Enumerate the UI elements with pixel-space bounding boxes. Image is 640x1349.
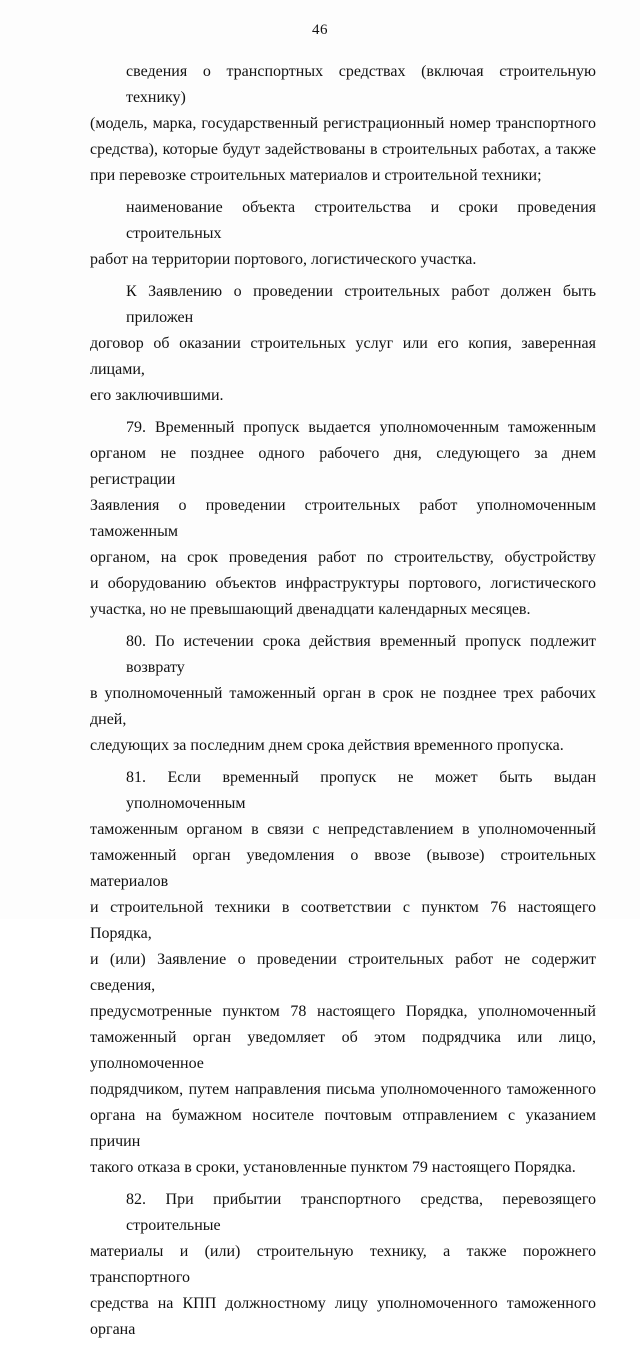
text-line: следующих за последним днем срока действия временного пропуска. — [90, 737, 564, 754]
paragraph — [90, 629, 596, 759]
document-body — [90, 59, 596, 1349]
text-line: Заявления о проведении строительных работ уполномоченным таможенным — [90, 497, 596, 540]
text-line: наименование объекта строительства и сроки проведения строительных — [126, 199, 596, 242]
text-line: предусмотренные пунктом 78 настоящего Порядка, уполномоченный — [90, 1003, 596, 1020]
text-line: и (или) Заявление о проведении строительных работ не содержит сведения, — [90, 951, 596, 994]
text-line: средства), которые будут задействованы в строительных работах, а также — [90, 141, 596, 158]
text-line: сведения о транспортных средствах (включая строительную технику) — [126, 63, 596, 106]
text-line: такого отказа в сроки, установленные пунктом 79 настоящего Порядка. — [90, 1159, 576, 1176]
text-line: договор об оказании строительных услуг или его копия, заверенная лицами, — [90, 335, 596, 378]
text-line: подрядчиком, путем направления письма уполномоченного таможенного — [90, 1081, 596, 1098]
text-line: органом, на срок проведения работ по строительству, обустройству — [90, 549, 596, 566]
text-line: таможенный орган уведомления о ввозе (вывозе) строительных материалов — [90, 847, 596, 890]
text-line: 81. Если временный пропуск не может быть выдан уполномоченным — [126, 769, 596, 812]
text-line: таможенный орган уведомляет об этом подрядчика или лицо, уполномоченное — [90, 1029, 596, 1072]
text-line: в уполномоченный таможенный орган в срок не позднее трех рабочих дней, — [90, 685, 596, 728]
text-line: работ на территории портового, логистического участка. — [90, 251, 477, 268]
paragraph — [90, 765, 596, 1181]
page-number: 46 — [312, 22, 328, 38]
text-line: участка, но не превышающий двенадцати календарных месяцев. — [90, 601, 531, 618]
paragraph — [90, 1187, 596, 1343]
text-line: при перевозке строительных материалов и строительной техники; — [90, 167, 542, 184]
paragraph — [90, 415, 596, 623]
text-line: материалы и (или) строительную технику, а также порожнего транспортного — [90, 1243, 596, 1286]
text-line: органом не позднее одного рабочего дня, следующего за днем регистрации — [90, 445, 596, 488]
text-line: 82. При прибытии транспортного средства, перевозящего строительные — [126, 1191, 596, 1234]
paragraph — [90, 59, 596, 189]
text-line: и оборудованию объектов инфраструктуры портового, логистического — [90, 575, 596, 592]
text-line: (модель, марка, государственный регистрационный номер транспортного — [90, 115, 596, 132]
text-line: органа на бумажном носителе почтовым отправлением с указанием причин — [90, 1107, 596, 1150]
text-line: 80. По истечении срока действия временный пропуск подлежит возврату — [126, 633, 596, 676]
paragraph — [90, 195, 596, 273]
paragraph — [90, 279, 596, 409]
text-line: его заключившими. — [90, 387, 224, 404]
text-line: таможенным органом в связи с непредставлением в уполномоченный — [90, 821, 596, 838]
text-line: средства на КПП должностному лицу уполномоченного таможенного органа — [90, 1295, 596, 1338]
text-line: 79. Временный пропуск выдается уполномоченным таможенным — [126, 419, 596, 436]
text-line: К Заявлению о проведении строительных работ должен быть приложен — [126, 283, 596, 326]
text-line: и строительной техники в соответствии с пунктом 76 настоящего Порядка, — [90, 899, 596, 942]
